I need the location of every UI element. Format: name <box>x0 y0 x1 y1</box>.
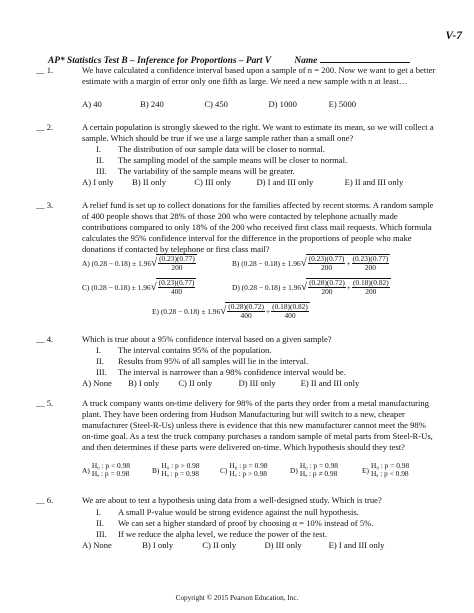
name-label: Name <box>294 56 318 66</box>
answer-choices-q4 <box>82 378 474 389</box>
choice-a[interactable]: A) 40 <box>82 99 102 109</box>
statement <box>96 356 456 367</box>
answer-choices-q6 <box>82 540 474 551</box>
null-hypothesis: H₀ : p = 0.98 <box>299 461 338 470</box>
question-5 <box>36 398 440 452</box>
frac-denominator: 200 <box>365 287 377 296</box>
choice-b[interactable]: B) I only <box>128 378 160 388</box>
answer-choices-q1 <box>82 99 474 110</box>
question-4 <box>36 334 440 345</box>
option-label: B) <box>152 465 160 475</box>
hypothesis-option-b[interactable] <box>152 462 200 478</box>
choice-b[interactable]: B) 240 <box>140 99 164 109</box>
formula-diff: (0.28 − 0.18) ± 1.96 <box>241 282 302 292</box>
statement-text: The interval contains 95% of the population. <box>118 345 272 355</box>
statement-text: If we reduce the alpha level, we reduce the power of the test. <box>118 529 328 539</box>
choice-d[interactable]: D) 1000 <box>268 99 297 109</box>
radical-icon: √ <box>301 280 308 293</box>
question-text: Which is true about a 95% confidence interval based on a given sample? <box>82 334 332 344</box>
choice-c[interactable]: C) III only <box>194 177 232 187</box>
question-text: A truck company wants on-time delivery for 98% of the parts they order from a metal manufacturing plant. They have been ordering from Hudson Manufacturing but will switch to a new, cheaper manufacturer (Steel-R-Us) unless there is evidence that this new manufacturer cannot meet the 98% on-time goal. As a test the truck company purchases a random sample of metal parts from Steel-R-Us, and then determines if these parts were delivered on-time. Which hypothesis should they test? <box>82 398 433 452</box>
frac-denominator: 400 <box>170 287 183 296</box>
null-hypothesis: H₀ : p = 0.98 <box>370 461 410 470</box>
statement <box>96 529 456 540</box>
radical-icon: √ <box>150 280 157 293</box>
answer-choices-q2 <box>82 177 474 188</box>
option-label: C) <box>220 465 228 475</box>
question-3 <box>36 200 440 254</box>
option-label: D) <box>290 465 298 475</box>
statement <box>96 166 456 177</box>
statement-text: We can set a higher standard of proof by choosing α = 10% instead of 5%. <box>118 518 374 528</box>
formula-diff: (0.28 − 0.18) ± 1.96 <box>91 282 151 292</box>
frac-denominator: 200 <box>321 287 333 296</box>
question-number: __ 5. <box>36 398 54 408</box>
choice-b[interactable]: B) I only <box>142 540 174 550</box>
question-number: __ 4. <box>36 334 54 344</box>
formula-option-a[interactable] <box>82 254 197 272</box>
option-label: E) <box>152 306 159 316</box>
roman-numeral: II. <box>96 518 104 528</box>
choice-a[interactable]: A) I only <box>82 177 114 187</box>
frac-numerator: (0.23)(0.77) <box>158 278 195 287</box>
choice-c[interactable]: C) II only <box>178 378 213 388</box>
formula-option-c[interactable] <box>82 278 196 296</box>
radical-icon: √ <box>220 304 227 317</box>
null-hypothesis: H₀ : p > 0.98 <box>161 461 200 470</box>
roman-numeral: II. <box>96 356 104 366</box>
statement-text: The sampling model of the sample means will be closer to normal. <box>118 155 348 165</box>
statement <box>96 155 456 166</box>
formula-diff: (0.28 − 0.18) ± 1.96 <box>241 258 301 268</box>
statement-text: The interval is narrower than a 98% confidence interval would be. <box>118 367 346 377</box>
statement-text: The distribution of our sample data will be closer to normal. <box>118 144 325 154</box>
choice-c[interactable]: C) II only <box>202 540 237 550</box>
alt-hypothesis: Hₐ : p < 0.98 <box>370 469 409 478</box>
option-label: E) <box>362 465 369 475</box>
option-label: B) <box>232 258 240 268</box>
alt-hypothesis: Hₐ : p = 0.98 <box>161 469 199 478</box>
choice-e[interactable]: E) II and III only <box>344 177 404 187</box>
formula-option-b[interactable]: B) (0.28 − 0.18) ± 1.96 √ $\frac{(0.23)(0.77)}{200}$ + $\frac{(0.23)(0.77)}{200}$ <box>232 254 389 272</box>
alt-hypothesis: Hₐ : p > 0.98 <box>229 469 267 478</box>
alt-hypothesis: Hₐ : p ≠ 0.98 <box>299 469 338 478</box>
question-2 <box>36 122 440 143</box>
question-6 <box>36 495 440 506</box>
name-field-line[interactable] <box>320 53 410 63</box>
statement <box>96 518 456 529</box>
roman-numeral: II. <box>96 155 104 165</box>
statement-text: A small P-value would be strong evidence against the null hypothesis. <box>118 507 359 517</box>
question-number: __ 2. <box>36 122 54 132</box>
radical-icon: √ <box>300 256 307 269</box>
choice-d[interactable]: D) III only <box>264 540 302 550</box>
choice-d[interactable]: D) I and III only <box>256 177 314 187</box>
question-number: __ 1. <box>36 65 54 75</box>
alt-hypothesis: Hₐ : p = 0.98 <box>91 469 130 478</box>
formula-option-d[interactable]: D) (0.28 − 0.18) ± 1.96 √ $\frac{(0.28)(0.72)}{200}$ + $\frac{(0.18)(0.82)}{200}$ <box>232 278 389 296</box>
frac-numerator: (0.23)(0.77) <box>352 254 389 263</box>
test-title: AP* Statistics Test B – Inference for Proportions – Part V <box>48 56 271 66</box>
question-text: We are about to test a hypothesis using data from a well-designed study. Which is true? <box>82 495 382 505</box>
hypothesis-option-e[interactable] <box>362 462 409 478</box>
statement-text: Results from 95% of all samples will lie in the interval. <box>118 356 309 366</box>
roman-numeral: I. <box>96 507 102 517</box>
roman-numeral: III. <box>96 166 107 176</box>
question-number: __ 3. <box>36 200 54 210</box>
frac-denominator: 200 <box>171 263 183 272</box>
frac-numerator: (0.18)(0.82) <box>272 302 308 311</box>
choice-a[interactable]: A) None <box>82 540 112 550</box>
null-hypothesis: H₀ : p = 0.98 <box>229 461 268 470</box>
choice-c[interactable]: C) 450 <box>204 99 228 109</box>
roman-numeral: I. <box>96 345 102 355</box>
choice-d[interactable]: D) III only <box>238 378 276 388</box>
frac-denominator: 200 <box>364 263 376 272</box>
statement <box>96 345 456 356</box>
copyright-footer: Copyright © 2015 Pearson Education, Inc. <box>175 594 299 602</box>
frac-denominator: 400 <box>240 311 252 320</box>
radical-icon: √ <box>151 256 158 269</box>
formula-diff: (0.28 − 0.18) ± 1.96 <box>91 258 152 268</box>
frac-numerator: (0.28)(0.72) <box>309 278 345 287</box>
null-hypothesis: H₀ : p < 0.98 <box>91 461 130 470</box>
hypothesis-option-c[interactable] <box>220 462 268 478</box>
option-label: C) <box>82 282 90 292</box>
roman-numeral: I. <box>96 144 102 154</box>
question-text: We have calculated a confidence interval based upon a sample of n = 200. Now we want to get a better estimate with a margin of error only one fifth as large. We need a new sample with n at least… <box>82 65 436 86</box>
hypothesis-option-a[interactable] <box>82 462 130 478</box>
question-text: A relief fund is set up to collect donations for the families affected by recent storms. A random sample of 400 people shows that 28% of those 200 who were contacted by telephone actually made contributions compared to only 18% of the 200 who received first class mail requests. Which formula calculates the 95% confidence interval for the difference in the proportions of people who make donations if contacted by telephone or first class mail? <box>82 200 434 254</box>
frac-numerator: (0.18)(0.82) <box>352 278 389 287</box>
page-label: V-7 <box>445 30 462 42</box>
frac-denominator: 400 <box>284 311 296 320</box>
choice-e[interactable]: E) II and III only <box>300 378 360 388</box>
question-1 <box>36 65 440 86</box>
option-label: D) <box>232 282 240 292</box>
choice-e[interactable]: E) I and III only <box>328 540 385 550</box>
option-label: A) <box>82 258 90 268</box>
formula-option-e[interactable]: E) (0.28 − 0.18) ± 1.96 √ $\frac{(0.28)(0.72)}{400}$ + $\frac{(0.18)(0.82)}{400}$ <box>152 302 308 320</box>
frac-numerator: (0.23)(0.77) <box>159 254 195 263</box>
choice-e[interactable]: E) 5000 <box>328 99 357 109</box>
choice-a[interactable]: A) None <box>82 378 112 388</box>
frac-numerator: (0.23)(0.77) <box>308 254 345 263</box>
question-number: __ 6. <box>36 495 54 505</box>
roman-numeral: III. <box>96 367 107 377</box>
frac-numerator: (0.28)(0.72) <box>228 302 264 311</box>
statement <box>96 367 456 378</box>
question-text: A certain population is strongly skewed to the right. We want to estimate its mean, so we will collect a sample. Which should be true if we use a large sample rather than a small one? <box>82 122 434 143</box>
frac-denominator: 200 <box>320 263 333 272</box>
statement-text: The variability of the sample means will be greater. <box>118 166 295 176</box>
statement <box>96 144 456 155</box>
option-label: A) <box>82 465 90 475</box>
statement <box>96 507 456 518</box>
hypothesis-option-d[interactable] <box>290 462 338 478</box>
formula-diff: (0.28 − 0.18) ± 1.96 <box>160 306 221 316</box>
choice-b[interactable]: B) II only <box>132 177 167 187</box>
roman-numeral: III. <box>96 529 107 539</box>
